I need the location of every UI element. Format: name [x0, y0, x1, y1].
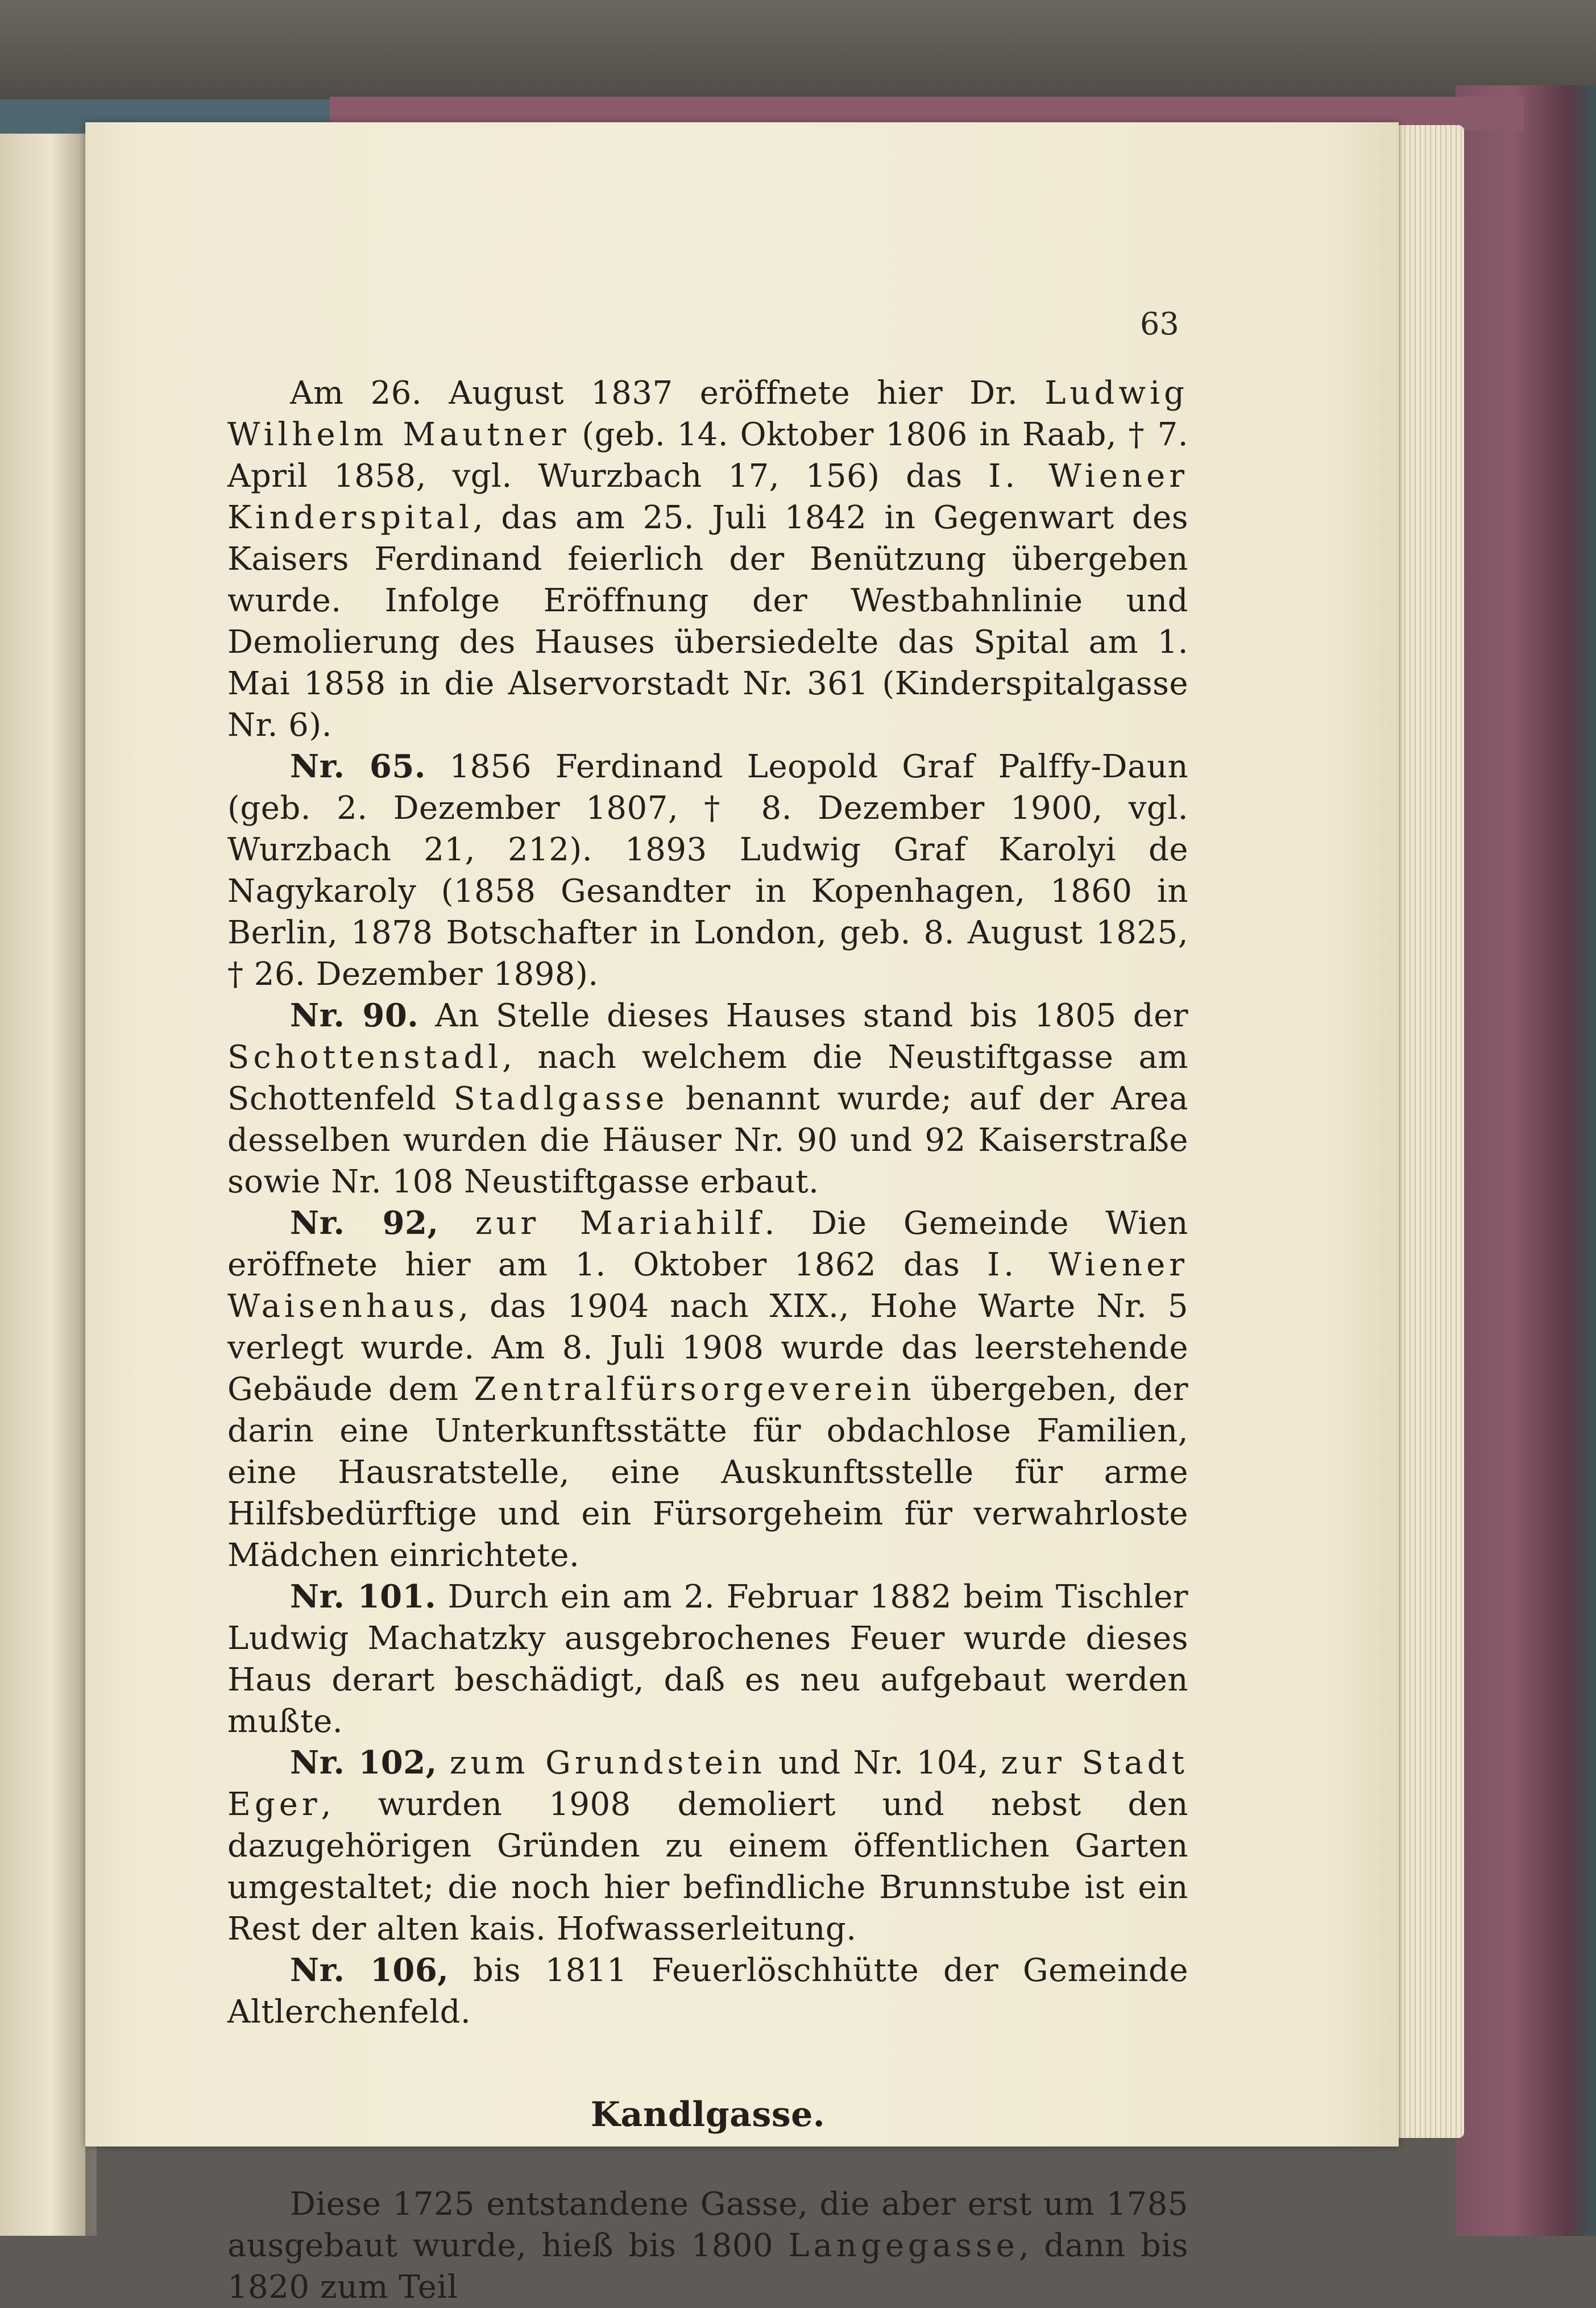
- spaced-name: zur Mariahilf: [475, 1205, 765, 1242]
- spaced-name: Schottenstadl: [227, 1039, 503, 1076]
- left-page-edge: [0, 114, 85, 2236]
- house-number: Nr. 92,: [290, 1204, 439, 1242]
- paragraph-nr-101: Nr. 101. Durch ein am 2. Februar 1882 beim Tischler Ludwig Machatzky ausgebrochenes Feuer wurde dieses Haus derart beschädigt, daß es neu aufgebaut werden mußte.: [227, 1578, 1188, 1740]
- spaced-name: zur Stadt Eger: [227, 1745, 1188, 1823]
- spaced-name: zum Grundstein: [449, 1745, 766, 1781]
- book-cover-right: [1456, 85, 1596, 2236]
- house-number: Nr. 90.: [290, 997, 419, 1034]
- page-number: 63: [1140, 306, 1179, 342]
- paragraph-kandlgasse: Diese 1725 entstandene Gasse, die aber erst um 1785 ausgebaut wurde, hieß bis 1800 Langegasse, dann bis 1820 zum Teil: [227, 2186, 1188, 2306]
- house-number: Nr. 106,: [290, 1951, 449, 1989]
- house-number: Nr. 65.: [290, 748, 426, 785]
- spaced-name: Ludwig Wilhelm Mautner: [227, 375, 1188, 453]
- paragraph-nr-65: Nr. 65. 1856 Ferdinand Leopold Graf Palffy-Daun (geb. 2. Dezember 1807, † 8. Dezember 1900, vgl. Wurzbach 21, 212). 1893 Ludwig Graf Karolyi de Nagykaroly (1858 Gesandter in Kopenhagen, 1860 in Berlin, 1878 Botschafter in London, geb. 8. August 1825, † 26. Dezember 1898).: [227, 748, 1189, 993]
- page-text: [227, 372, 1188, 2308]
- paragraph-nr-106: Nr. 106, bis 1811 Feuerlöschhütte der Gemeinde Altlerchenfeld.: [227, 1951, 1189, 2031]
- spaced-name: Langegasse: [788, 2227, 1019, 2264]
- house-number: Nr. 102,: [290, 1744, 437, 1781]
- spaced-name: Zentralfürsorgeverein: [474, 1371, 915, 1408]
- spaced-name: I. Wiener Kinderspital: [227, 458, 1188, 536]
- house-number: Nr. 101.: [290, 1578, 437, 1615]
- paragraph-mautner: Am 26. August 1837 eröffnete hier Dr. Ludwig Wilhelm Mautner (geb. 14. Oktober 1806 in Raab, † 7. April 1858, vgl. Wurzbach 17, 156) das I. Wiener Kinderspital, das am 25. Juli 1842 in Gegenwart des Kaisers Ferdinand feierlich der Benützung übergeben wurde. Infolge Eröffnung der Westbahnlinie und Demolierung des Hauses übersiedelte das Spital am 1. Mai 1858 in die Alservorstadt Nr. 361 (Kinderspitalgasse Nr. 6).: [227, 375, 1188, 744]
- spaced-name: Stadlgasse: [453, 1080, 669, 1117]
- page-stack-edge: [1390, 125, 1464, 2138]
- paragraph-nr-92: Nr. 92, zur Mariahilf. Die Gemeinde Wien eröffnete hier am 1. Oktober 1862 das I. Wiener Waisenhaus, das 1904 nach XIX., Hohe Warte Nr. 5 verlegt wurde. Am 8. Juli 1908 wurde das leerstehende Gebäude dem Zentralfürsorgeverein übergeben, der darin eine Unterkunftsstätte für obdachlose Familien, eine Hausratstelle, eine Auskunftsstelle für arme Hilfsbedürftige und ein Fürsorgeheim für verwahrloste Mädchen einrichtete.: [227, 1204, 1189, 1574]
- spaced-name: I. Wiener Waisenhaus: [227, 1246, 1188, 1325]
- paragraph-nr-90: Nr. 90. An Stelle dieses Hauses stand bis 1805 der Schottenstadl, nach welchem die Neustiftgasse am Schottenfeld Stadlgasse benannt wurde; auf der Area desselben wurden die Häuser Nr. 90 und 92 Kaiserstraße sowie Nr. 108 Neustiftgasse erbaut.: [227, 997, 1188, 1200]
- section-heading: Kandlgasse.: [590, 2095, 826, 2135]
- paragraph-nr-102: Nr. 102, zum Grundstein und Nr. 104, zur Stadt Eger, wurden 1908 demoliert und nebst den dazugehörigen Gründen zu einem öffentlichen Garten umgestaltet; die noch hier befindliche Brunnstube ist ein Rest der alten kais. Hofwasserleitung.: [227, 1744, 1188, 1947]
